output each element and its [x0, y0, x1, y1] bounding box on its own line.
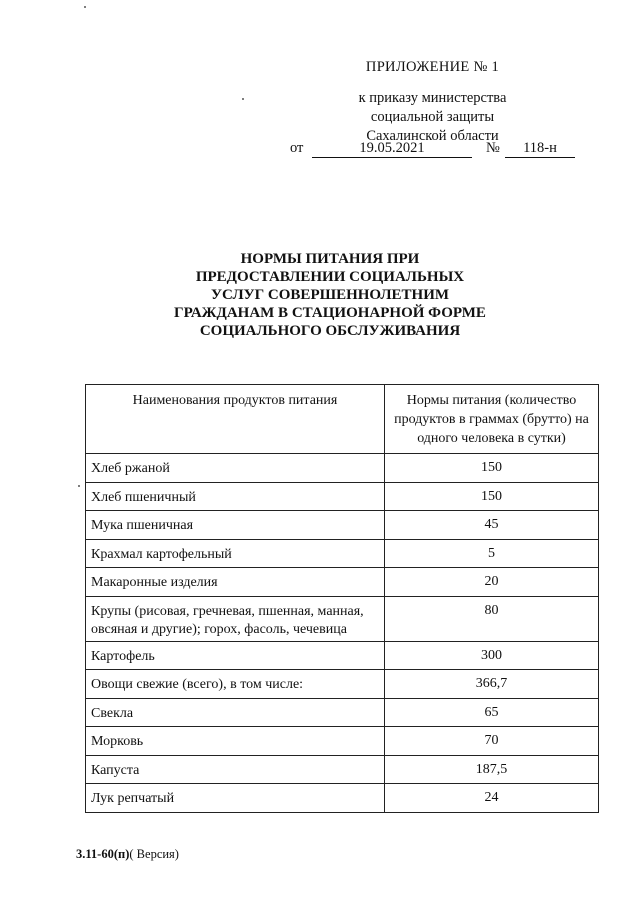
document-footer [76, 847, 179, 862]
norm-value: 20 [385, 568, 599, 597]
product-name: Овощи свежие (всего), в том числе: [86, 670, 385, 699]
product-name: Крахмал картофельный [86, 539, 385, 568]
version-code: 3.11-60(п) [76, 847, 130, 861]
appendix-header [310, 58, 555, 146]
norm-value: 24 [385, 784, 599, 813]
product-name: Мука пшеничная [86, 511, 385, 540]
norm-value: 187,5 [385, 755, 599, 784]
product-name: Крупы (рисовая, гречневая, пшенная, манная, овсяная и другие); горох, фасоль, чечевица [86, 596, 385, 641]
order-reference [290, 140, 590, 160]
scan-speck [78, 485, 80, 487]
norm-value: 70 [385, 727, 599, 756]
norm-value: 5 [385, 539, 599, 568]
document-title [140, 250, 520, 340]
table-row [86, 596, 599, 641]
version-label: ( Версия) [129, 847, 179, 861]
column-header-norm: Нормы питания (количество продуктов в граммах (брутто) на одного человека в сутки) [385, 385, 599, 454]
product-name: Лук репчатый [86, 784, 385, 813]
title-line: ПРЕДОСТАВЛЕНИИ СОЦИАЛЬНЫХ [195, 269, 465, 285]
order-date: 19.05.2021 [312, 140, 472, 158]
table-row [86, 568, 599, 597]
from-label: от [290, 140, 304, 156]
norm-value: 65 [385, 698, 599, 727]
norm-value: 150 [385, 454, 599, 483]
scan-speck [84, 6, 86, 8]
norm-value: 300 [385, 641, 599, 670]
norm-value: 150 [385, 482, 599, 511]
title-line: СОЦИАЛЬНОГО ОБСЛУЖИВАНИЯ [199, 323, 461, 339]
title-line: НОРМЫ ПИТАНИЯ ПРИ [240, 251, 420, 267]
table-row [86, 755, 599, 784]
appendix-line: Сахалинской области [366, 128, 499, 144]
table-header-row [86, 385, 599, 454]
table-row [86, 784, 599, 813]
product-name: Морковь [86, 727, 385, 756]
norm-value: 45 [385, 511, 599, 540]
title-line: УСЛУГ СОВЕРШЕННОЛЕТНИМ [210, 287, 450, 303]
table-row [86, 641, 599, 670]
appendix-title: ПРИЛОЖЕНИЕ № 1 [365, 59, 500, 75]
table-row [86, 727, 599, 756]
norm-value: 366,7 [385, 670, 599, 699]
column-header-product: Наименования продуктов питания [86, 385, 385, 454]
product-name: Свекла [86, 698, 385, 727]
table-row [86, 454, 599, 483]
table-row [86, 482, 599, 511]
product-name: Макаронные изделия [86, 568, 385, 597]
appendix-line: социальной защиты [370, 109, 495, 125]
norm-value: 80 [385, 596, 599, 641]
order-number: 118-н [505, 140, 575, 158]
title-line: ГРАЖДАНАМ В СТАЦИОНАРНОЙ ФОРМЕ [174, 305, 486, 321]
table-row [86, 698, 599, 727]
scan-speck [242, 98, 244, 100]
nutrition-norms-table [85, 384, 599, 813]
product-name: Капуста [86, 755, 385, 784]
table-row [86, 670, 599, 699]
product-name: Хлеб пшеничный [86, 482, 385, 511]
table-row [86, 511, 599, 540]
number-label: № [486, 140, 500, 156]
table-row [86, 539, 599, 568]
appendix-line: к приказу министерства [358, 90, 507, 106]
product-name: Картофель [86, 641, 385, 670]
product-name: Хлеб ржаной [86, 454, 385, 483]
